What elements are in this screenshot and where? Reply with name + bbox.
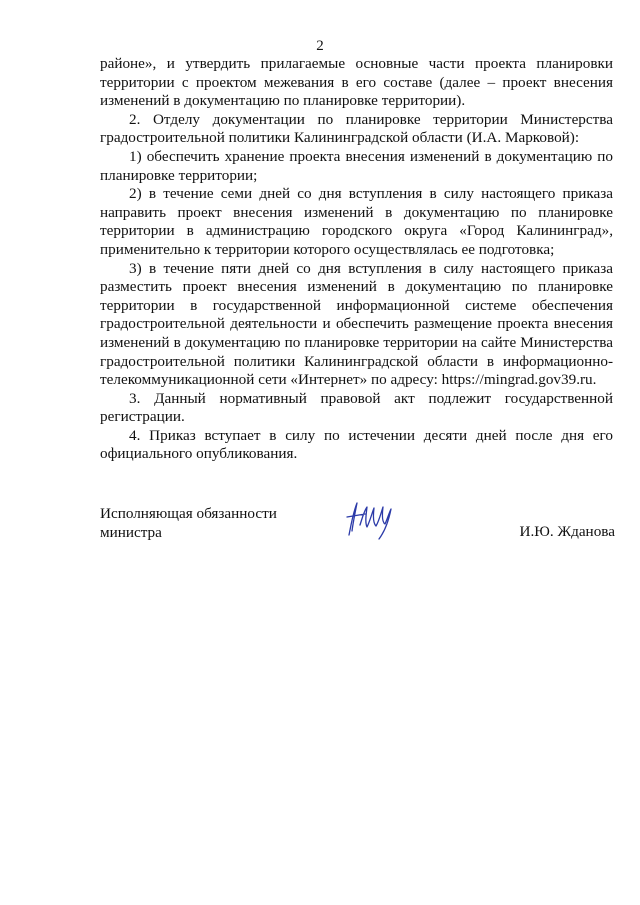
paragraph-continuation: районе», и утвердить прилагаемые основные части проекта планировки территории с проектом межевания в его составе (далее – проект внесения изменений в документацию по планировке территории). xyxy=(100,55,613,110)
signature-block xyxy=(100,505,615,545)
handwritten-signature xyxy=(343,495,395,543)
document-body xyxy=(100,55,613,464)
signer-title xyxy=(100,505,277,542)
paragraph-item-2: 2. Отделу документации по планировке территории Министерства градостроительной политики Калининградской области (И.А. Марковой): xyxy=(100,110,613,147)
signer-name: И.Ю. Жданова xyxy=(519,523,615,540)
paragraph-subitem-2: 2) в течение семи дней со дня вступления в силу настоящего приказа направить проект внесения изменений в документацию по планировке территории в администрацию городского округа «Город Калининград», применительно к территории которого осуществлялась ее подготовка; xyxy=(100,185,613,258)
signer-title-line1: Исполняющая обязанности xyxy=(100,505,277,522)
signer-title-line2: министра xyxy=(100,523,162,541)
paragraph-item-4: 4. Приказ вступает в силу по истечении десяти дней после дня его официального опубликования. xyxy=(100,426,613,463)
page-number: 2 xyxy=(316,38,324,54)
paragraph-subitem-1: 1) обеспечить хранение проекта внесения изменений в документацию по планировке территории; xyxy=(100,147,613,184)
paragraph-item-3: 3. Данный нормативный правовой акт подлежит государственной регистрации. xyxy=(100,389,613,426)
paragraph-subitem-3: 3) в течение пяти дней со дня вступления в силу настоящего приказа разместить проект внесения изменений в документацию по планировке территории в государственной информационной системе обеспечения градостроительной деятельности и обеспечить размещение проекта внесения изменений в документацию по планировке территории на сайте Министерства градостроительной политики Калининградской области в информационно-телекоммуникационной сети «Интернет» по адресу: https://mingrad.gov39.ru. xyxy=(100,259,613,389)
